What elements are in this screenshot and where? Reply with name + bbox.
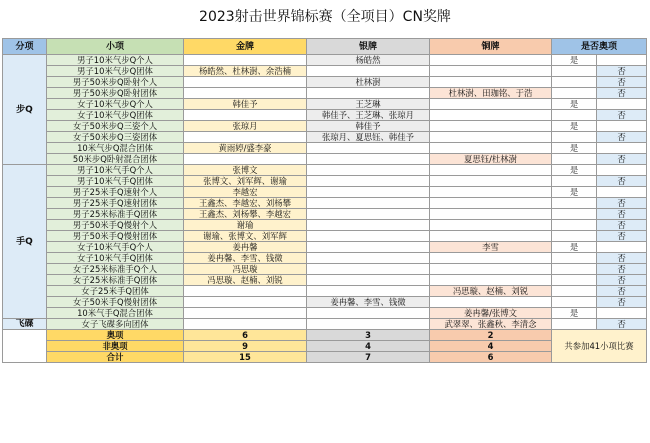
bronze-cell: [430, 165, 552, 176]
bronze-cell: [430, 253, 552, 264]
event-cell: 10米气步Q混合团体: [47, 143, 184, 154]
silver-cell: [307, 308, 430, 319]
silver-cell: 姜冉馨、李雪、钱微: [307, 297, 430, 308]
bronze-cell: 武翠翠、张鑫秋、李清念: [430, 319, 552, 330]
gold-cell: 谢瑜、张博文、刘军辉: [184, 231, 307, 242]
summary-label: 奥项: [47, 330, 184, 341]
olympic-yes-cell: 是: [552, 242, 597, 253]
olympic-no-cell: 否: [597, 220, 647, 231]
silver-cell: [307, 242, 430, 253]
table-row: [3, 154, 647, 165]
event-cell: 男子50米步Q卧射个人: [47, 77, 184, 88]
olympic-yes-cell: [552, 66, 597, 77]
silver-cell: [307, 176, 430, 187]
olympic-yes-cell: [552, 176, 597, 187]
olympic-yes-cell: 是: [552, 143, 597, 154]
header-olympic: 是否奥项: [552, 39, 647, 55]
event-cell: 女子飞碟多向团体: [47, 319, 184, 330]
header-row: [3, 39, 647, 55]
event-cell: 男子25米手Q速射个人: [47, 187, 184, 198]
gold-cell: 王鑫杰、李越宏、刘杨攀: [184, 198, 307, 209]
event-cell: 10米气手Q混合团体: [47, 308, 184, 319]
event-cell: 男子50米步Q卧射团体: [47, 88, 184, 99]
olympic-yes-cell: [552, 110, 597, 121]
summary-bronze: 4: [430, 341, 552, 352]
silver-cell: [307, 231, 430, 242]
olympic-no-cell: 否: [597, 77, 647, 88]
summary-row: [3, 330, 647, 341]
gold-cell: 张琼月: [184, 121, 307, 132]
bronze-cell: [430, 99, 552, 110]
table-row: [3, 187, 647, 198]
silver-cell: [307, 253, 430, 264]
silver-cell: [307, 154, 430, 165]
event-cell: 男子25米标准手Q团体: [47, 209, 184, 220]
bronze-cell: [430, 121, 552, 132]
summary-gold: 9: [184, 341, 307, 352]
category-cell: 步Q: [3, 55, 47, 165]
bronze-cell: [430, 220, 552, 231]
silver-cell: [307, 209, 430, 220]
olympic-no-cell: [597, 99, 647, 110]
silver-cell: [307, 143, 430, 154]
table-row: [3, 209, 647, 220]
event-cell: 女子10米气步Q个人: [47, 99, 184, 110]
table-row: [3, 286, 647, 297]
gold-cell: 杨皓然、杜林澍、余浩楠: [184, 66, 307, 77]
event-cell: 男子50米手Q慢射个人: [47, 220, 184, 231]
event-cell: 女子25米手Q团体: [47, 286, 184, 297]
table-row: [3, 99, 647, 110]
olympic-no-cell: 否: [597, 286, 647, 297]
silver-cell: [307, 264, 430, 275]
olympic-yes-cell: 是: [552, 187, 597, 198]
header-silver: 银牌: [307, 39, 430, 55]
olympic-no-cell: 否: [597, 319, 647, 330]
gold-cell: 冯思璇: [184, 264, 307, 275]
bronze-cell: [430, 143, 552, 154]
olympic-yes-cell: [552, 198, 597, 209]
olympic-yes-cell: [552, 220, 597, 231]
gold-cell: [184, 319, 307, 330]
olympic-no-cell: 否: [597, 154, 647, 165]
gold-cell: 张博文: [184, 165, 307, 176]
olympic-no-cell: 否: [597, 231, 647, 242]
table-row: [3, 110, 647, 121]
summary-label: 合计: [47, 352, 184, 363]
olympic-no-cell: 否: [597, 209, 647, 220]
table-row: [3, 165, 647, 176]
bronze-cell: [430, 77, 552, 88]
table-row: [3, 231, 647, 242]
header-event: 小项: [47, 39, 184, 55]
table-row: [3, 275, 647, 286]
gold-cell: [184, 55, 307, 66]
silver-cell: 王芝琳: [307, 99, 430, 110]
summary-gold: 15: [184, 352, 307, 363]
gold-cell: 冯思璇、赵楠、刘锐: [184, 275, 307, 286]
silver-cell: [307, 187, 430, 198]
gold-cell: [184, 132, 307, 143]
page-title: 2023射击世界锦标赛（全项目）CN奖牌: [199, 9, 451, 25]
silver-cell: 杜林澍: [307, 77, 430, 88]
summary-silver: 4: [307, 341, 430, 352]
bronze-cell: 冯思璇、赵楠、刘锐: [430, 286, 552, 297]
table-row: [3, 264, 647, 275]
olympic-yes-cell: 是: [552, 55, 597, 66]
olympic-yes-cell: [552, 286, 597, 297]
table-body: [3, 55, 647, 363]
gold-cell: [184, 308, 307, 319]
gold-cell: [184, 154, 307, 165]
bronze-cell: [430, 110, 552, 121]
event-cell: 男子10米气步Q个人: [47, 55, 184, 66]
event-cell: 50米步Q卧射混合团体: [47, 154, 184, 165]
bronze-cell: [430, 55, 552, 66]
silver-cell: [307, 319, 430, 330]
table-row: [3, 132, 647, 143]
event-cell: 女子10米气手Q个人: [47, 242, 184, 253]
event-cell: 女子10米气手Q团体: [47, 253, 184, 264]
silver-cell: [307, 165, 430, 176]
olympic-yes-cell: 是: [552, 121, 597, 132]
table-row: [3, 143, 647, 154]
event-cell: 女子25米标准手Q个人: [47, 264, 184, 275]
olympic-no-cell: 否: [597, 297, 647, 308]
table-row: [3, 88, 647, 99]
silver-cell: [307, 286, 430, 297]
gold-cell: 李越宏: [184, 187, 307, 198]
olympic-yes-cell: [552, 297, 597, 308]
olympic-no-cell: 否: [597, 253, 647, 264]
silver-cell: 杨皓然: [307, 55, 430, 66]
silver-cell: 韩佳予: [307, 121, 430, 132]
table-row: [3, 319, 647, 330]
silver-cell: 张琼月、夏思钰、韩佳予: [307, 132, 430, 143]
summary-row: [3, 352, 647, 363]
header-bronze: 铜牌: [430, 39, 552, 55]
olympic-yes-cell: [552, 319, 597, 330]
olympic-yes-cell: [552, 154, 597, 165]
category-cell: 飞碟: [3, 319, 47, 330]
table-row: [3, 253, 647, 264]
gold-cell: 王鑫杰、刘杨攀、李越宏: [184, 209, 307, 220]
olympic-no-cell: [597, 143, 647, 154]
table-row: [3, 220, 647, 231]
olympic-no-cell: 否: [597, 88, 647, 99]
gold-cell: [184, 297, 307, 308]
olympic-yes-cell: [552, 77, 597, 88]
olympic-no-cell: [597, 242, 647, 253]
bronze-cell: 夏思钰/杜林澍: [430, 154, 552, 165]
summary-row: [3, 341, 647, 352]
event-cell: 女子10米气步Q团体: [47, 110, 184, 121]
summary-silver: 3: [307, 330, 430, 341]
summary-bronze: 6: [430, 352, 552, 363]
bronze-cell: [430, 297, 552, 308]
silver-cell: [307, 198, 430, 209]
olympic-yes-cell: 是: [552, 308, 597, 319]
gold-cell: 姜冉馨、李雪、钱微: [184, 253, 307, 264]
olympic-no-cell: 否: [597, 198, 647, 209]
summary-note: 共参加41小项比赛: [552, 330, 647, 363]
gold-cell: [184, 77, 307, 88]
bronze-cell: [430, 275, 552, 286]
silver-cell: 韩佳予、王芝琳、张琼月: [307, 110, 430, 121]
olympic-no-cell: 否: [597, 176, 647, 187]
bronze-cell: [430, 264, 552, 275]
olympic-yes-cell: 是: [552, 165, 597, 176]
olympic-yes-cell: [552, 231, 597, 242]
gold-cell: 韩佳予: [184, 99, 307, 110]
table-row: [3, 66, 647, 77]
gold-cell: 谢瑜: [184, 220, 307, 231]
gold-cell: [184, 88, 307, 99]
table-row: [3, 198, 647, 209]
bronze-cell: [430, 209, 552, 220]
bronze-cell: [430, 176, 552, 187]
bronze-cell: [430, 132, 552, 143]
silver-cell: [307, 220, 430, 231]
olympic-yes-cell: 是: [552, 99, 597, 110]
summary-silver: 7: [307, 352, 430, 363]
table-row: [3, 308, 647, 319]
summary-label: 非奥项: [47, 341, 184, 352]
event-cell: 女子50米步Q三姿个人: [47, 121, 184, 132]
medal-table: [2, 38, 647, 363]
bronze-cell: [430, 66, 552, 77]
event-cell: 男子25米手Q速射团体: [47, 198, 184, 209]
event-cell: 男子10米气手Q团体: [47, 176, 184, 187]
olympic-yes-cell: [552, 88, 597, 99]
bronze-cell: [430, 231, 552, 242]
event-cell: 男子50米手Q慢射团体: [47, 231, 184, 242]
olympic-no-cell: [597, 165, 647, 176]
olympic-no-cell: 否: [597, 66, 647, 77]
gold-cell: [184, 110, 307, 121]
bronze-cell: 杜林澍、田珈铭、于浩: [430, 88, 552, 99]
olympic-no-cell: [597, 55, 647, 66]
olympic-yes-cell: [552, 264, 597, 275]
event-cell: 男子10米气步Q团体: [47, 66, 184, 77]
olympic-no-cell: 否: [597, 264, 647, 275]
olympic-yes-cell: [552, 275, 597, 286]
bronze-cell: 李雪: [430, 242, 552, 253]
olympic-yes-cell: [552, 132, 597, 143]
summary-blank-cell: [3, 330, 47, 363]
gold-cell: 黄雨婷/盛李豪: [184, 143, 307, 154]
gold-cell: 张博文、刘军辉、谢瑜: [184, 176, 307, 187]
event-cell: 女子25米标准手Q团体: [47, 275, 184, 286]
gold-cell: 姜冉馨: [184, 242, 307, 253]
category-cell: 手Q: [3, 165, 47, 319]
bronze-cell: [430, 198, 552, 209]
silver-cell: [307, 275, 430, 286]
table-row: [3, 55, 647, 66]
table-row: [3, 121, 647, 132]
bronze-cell: 姜冉馨/张博文: [430, 308, 552, 319]
summary-gold: 6: [184, 330, 307, 341]
event-cell: 女子50米手Q慢射团体: [47, 297, 184, 308]
silver-cell: [307, 88, 430, 99]
olympic-no-cell: [597, 308, 647, 319]
olympic-yes-cell: [552, 209, 597, 220]
olympic-yes-cell: [552, 253, 597, 264]
olympic-no-cell: [597, 187, 647, 198]
header-category: 分项: [3, 39, 47, 55]
table-row: [3, 297, 647, 308]
olympic-no-cell: 否: [597, 275, 647, 286]
event-cell: 女子50米步Q三姿团体: [47, 132, 184, 143]
summary-bronze: 2: [430, 330, 552, 341]
bronze-cell: [430, 187, 552, 198]
olympic-no-cell: [597, 121, 647, 132]
header-gold: 金牌: [184, 39, 307, 55]
gold-cell: [184, 286, 307, 297]
event-cell: 男子10米气手Q个人: [47, 165, 184, 176]
olympic-no-cell: 否: [597, 132, 647, 143]
table-row: [3, 176, 647, 187]
table-row: [3, 77, 647, 88]
olympic-no-cell: 否: [597, 110, 647, 121]
silver-cell: [307, 66, 430, 77]
table-row: [3, 242, 647, 253]
